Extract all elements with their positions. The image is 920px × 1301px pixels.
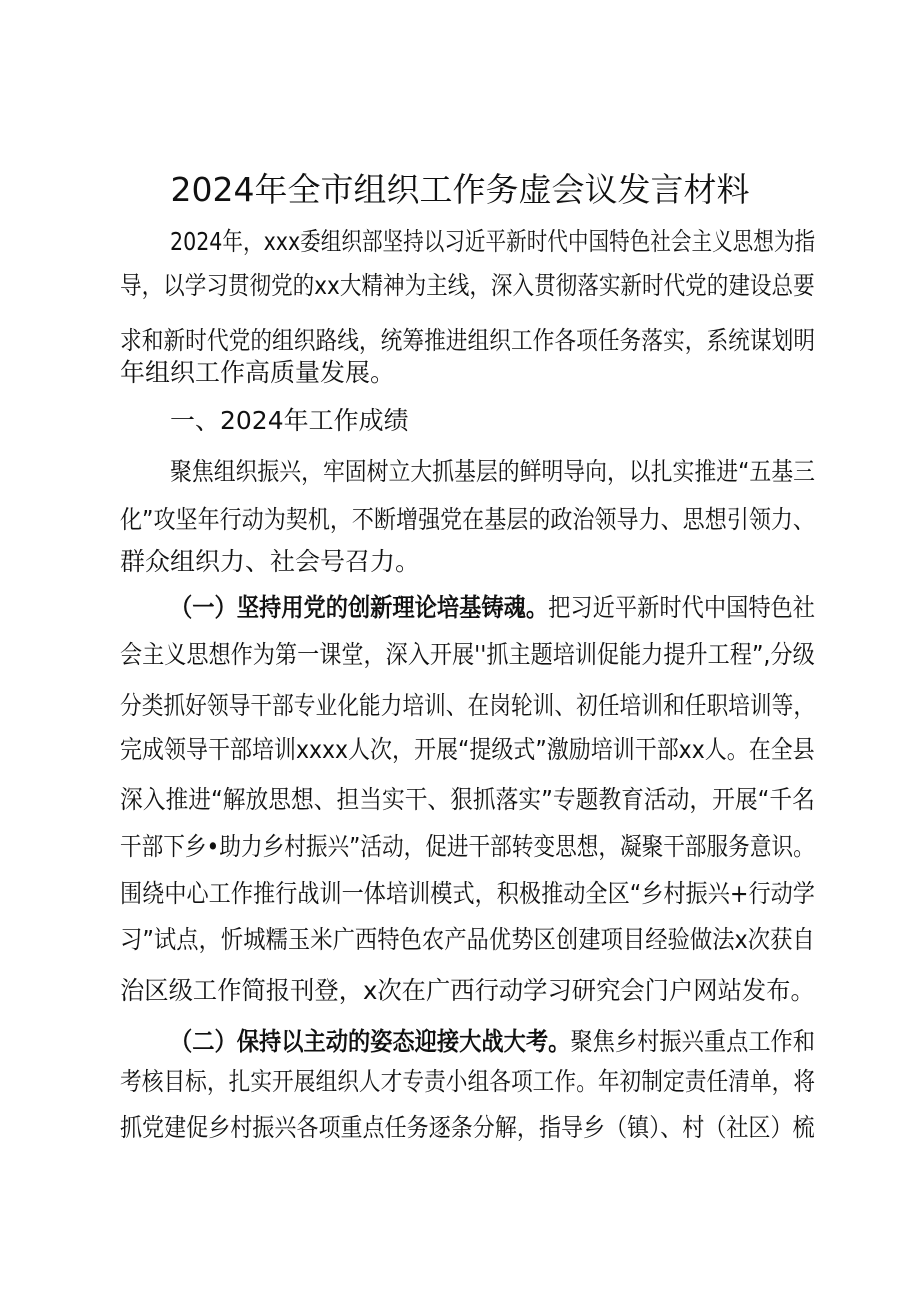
item1-line-9: 治区级工作简报刊登，x次在广西行动学习研究会门户网站发布。 bbox=[120, 976, 815, 1005]
item2-first-line bbox=[170, 1024, 815, 1060]
item1-line-4: 完成领导干部培训xxxx人次，开展“提级式”激励培训干部xx人。在全县 bbox=[120, 735, 815, 764]
intro-line-3: 求和新时代党的组织路线，统筹推进组织工作各项任务落实，系统谋划明 bbox=[120, 326, 816, 355]
item1-line-1: 把习近平新时代中国特色社 bbox=[548, 593, 816, 622]
item1-line-2: 会主义思想作为第一课堂，深入开展''抓主题培训促能力提升工程”,分级 bbox=[120, 640, 815, 669]
item2-line-2: 考核目标，扎实开展组织人才专责小组各项工作。年初制定责任清单，将 bbox=[120, 1067, 816, 1096]
item1-line-7: 围绕中心工作推行战训一体培训模式，积极推动全区“乡村振兴+行动学 bbox=[120, 879, 815, 908]
section-heading: 一、2024年工作成绩 bbox=[170, 406, 409, 435]
item2-line-1: 聚焦乡村振兴重点工作和 bbox=[570, 1027, 816, 1056]
intro-line-2: 导，以学习贯彻党的xx大精神为主线，深入贯彻落实新时代党的建设总要 bbox=[120, 271, 815, 300]
item1-line-8: 习”试点，忻城糯玉米广西特色农产品优势区创建项目经验做法x次获自 bbox=[120, 925, 815, 954]
item2-line-3: 抓党建促乡村振兴各项重点任务逐条分解，指导乡（镇）、村（社区）梳 bbox=[120, 1113, 815, 1142]
section-intro-line-1: 聚焦组织振兴，牢固树立大抓基层的鲜明导向，以扎实推进“五基三 bbox=[170, 457, 815, 486]
item1-line-6: 干部下乡•助力乡村振兴”活动，促进干部转变思想，凝聚干部服务意识。 bbox=[120, 832, 815, 861]
item2-heading: （二）保持以主动的姿态迎接大战大考。 bbox=[170, 1027, 571, 1056]
intro-line-1: 2024年，xxx委组织部坚持以习近平新时代中国特色社会主义思想为指 bbox=[170, 227, 816, 256]
item1-line-5: 深入推进“解放思想、担当实干、狠抓落实”专题教育活动，开展“千名 bbox=[120, 785, 815, 814]
section-intro-line-2: 化”攻坚年行动为契机，不断增强党在基层的政治领导力、思想引领力、 bbox=[120, 505, 815, 534]
document-title-text: 2024年全市组织工作务虚会议发言材料 bbox=[170, 170, 750, 209]
intro-line-4: 年组织工作高质量发展。 bbox=[120, 358, 396, 387]
item1-heading: （一）坚持用党的创新理论培基铸魂。 bbox=[170, 593, 549, 622]
item1-line-3: 分类抓好领导干部专业化能力培训、在岗轮训、初任培训和任职培训等， bbox=[120, 691, 816, 720]
item1-first-line bbox=[170, 590, 815, 626]
section-intro-line-3: 群众组织力、社会号召力。 bbox=[120, 547, 421, 576]
document-title bbox=[0, 168, 920, 212]
